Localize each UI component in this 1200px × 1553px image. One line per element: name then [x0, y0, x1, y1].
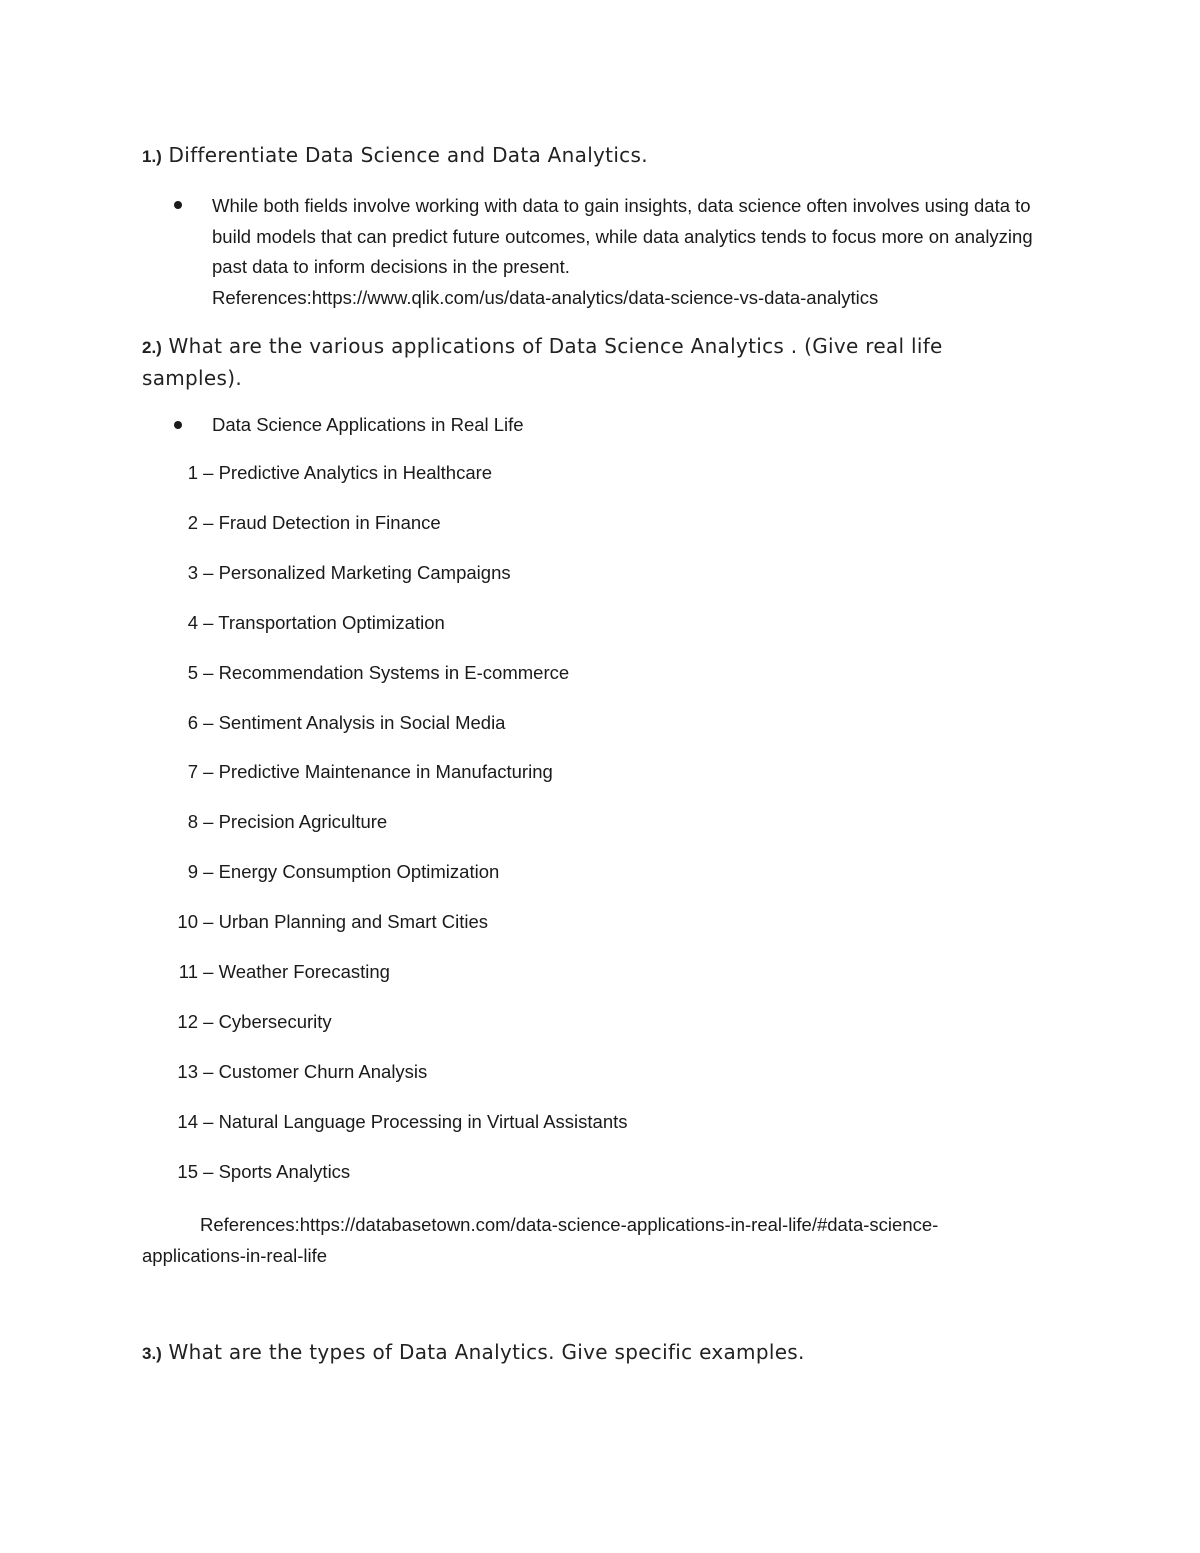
list-item-number: 14	[177, 1110, 198, 1132]
list-item	[160, 462, 492, 484]
list-item-label: – Fraud Detection in Finance	[203, 511, 441, 533]
answer-1-text: While both fields involve working with data to gain insights, data science often involves using data to build models that can predict future outcomes, while data analytics tends to focus more on analyzing past data to inform decisions in the present.	[212, 195, 1033, 277]
list-item-number: 8	[187, 811, 198, 833]
list-item-label: – Precision Agriculture	[203, 811, 388, 833]
list-item-label: – Sentiment Analysis in Social Media	[203, 711, 506, 733]
question-2-number: 2.)	[142, 338, 162, 357]
list-item-label: – Energy Consumption Optimization	[203, 861, 500, 883]
list-item-number: 2	[187, 511, 198, 533]
list-item-label: – Weather Forecasting	[203, 961, 390, 982]
list-item	[160, 662, 569, 684]
list-item	[160, 562, 511, 584]
list-item-label: – Natural Language Processing in Virtual Assistants	[203, 1110, 628, 1132]
question-1	[142, 140, 648, 172]
answer-2-reference: References:https://databasetown.com/data-science-applications-in-real-life/#data-science-applications-in-real-life	[142, 1214, 939, 1266]
list-item-number: 9	[187, 861, 198, 883]
applications-heading: Data Science Applications in Real Life	[212, 414, 524, 435]
question-3	[142, 1337, 805, 1369]
list-item-number: 1	[187, 462, 198, 483]
answer-1	[212, 191, 1072, 313]
list-item	[160, 811, 387, 833]
list-item-number: 15	[177, 1160, 198, 1182]
list-item	[160, 911, 488, 933]
question-3-number: 3.)	[142, 1344, 162, 1363]
question-2	[142, 331, 1022, 393]
list-item-label: – Recommendation Systems in E-commerce	[203, 661, 570, 683]
list-item-label: – Predictive Analytics in Healthcare	[203, 462, 493, 483]
list-item-number: 4	[187, 611, 198, 633]
list-item-number: 5	[187, 661, 198, 683]
list-item	[160, 1161, 350, 1183]
question-2-text: What are the various applications of Data Science Analytics . (Give real life samples).	[142, 334, 943, 390]
list-item-label: – Personalized Marketing Campaigns	[203, 561, 511, 583]
list-item-number: 10	[177, 911, 198, 933]
list-item-number: 11	[178, 961, 198, 982]
list-item-number: 3	[187, 561, 198, 583]
list-item-number: 7	[187, 761, 198, 783]
list-item-label: – Customer Churn Analysis	[203, 1060, 428, 1082]
answer-1-reference: References:https://www.qlik.com/us/data-analytics/data-science-vs-data-analytics	[212, 286, 879, 308]
list-item	[160, 1011, 332, 1033]
list-item-label: – Cybersecurity	[203, 1010, 332, 1032]
question-3-text: What are the types of Data Analytics. Give specific examples.	[168, 1340, 805, 1364]
bullet-icon	[174, 421, 182, 429]
list-item-label: – Transportation Optimization	[203, 611, 445, 633]
bullet-icon	[174, 201, 182, 209]
list-item	[160, 1061, 427, 1083]
list-item-number: 6	[187, 711, 198, 733]
list-item	[160, 761, 553, 783]
list-item-label: – Sports Analytics	[203, 1160, 351, 1182]
list-item-label: – Urban Planning and Smart Cities	[203, 911, 488, 933]
list-item-number: 12	[177, 1010, 198, 1032]
list-item-label: – Predictive Maintenance in Manufacturing	[203, 761, 553, 783]
list-item	[160, 861, 499, 883]
question-1-text: Differentiate Data Science and Data Analytics.	[168, 143, 648, 167]
list-item	[160, 961, 390, 983]
question-1-number: 1.)	[142, 147, 162, 166]
list-item	[160, 612, 445, 634]
list-item	[160, 1111, 628, 1133]
list-item	[160, 712, 505, 734]
list-item-number: 13	[177, 1060, 198, 1082]
list-item	[160, 512, 441, 534]
